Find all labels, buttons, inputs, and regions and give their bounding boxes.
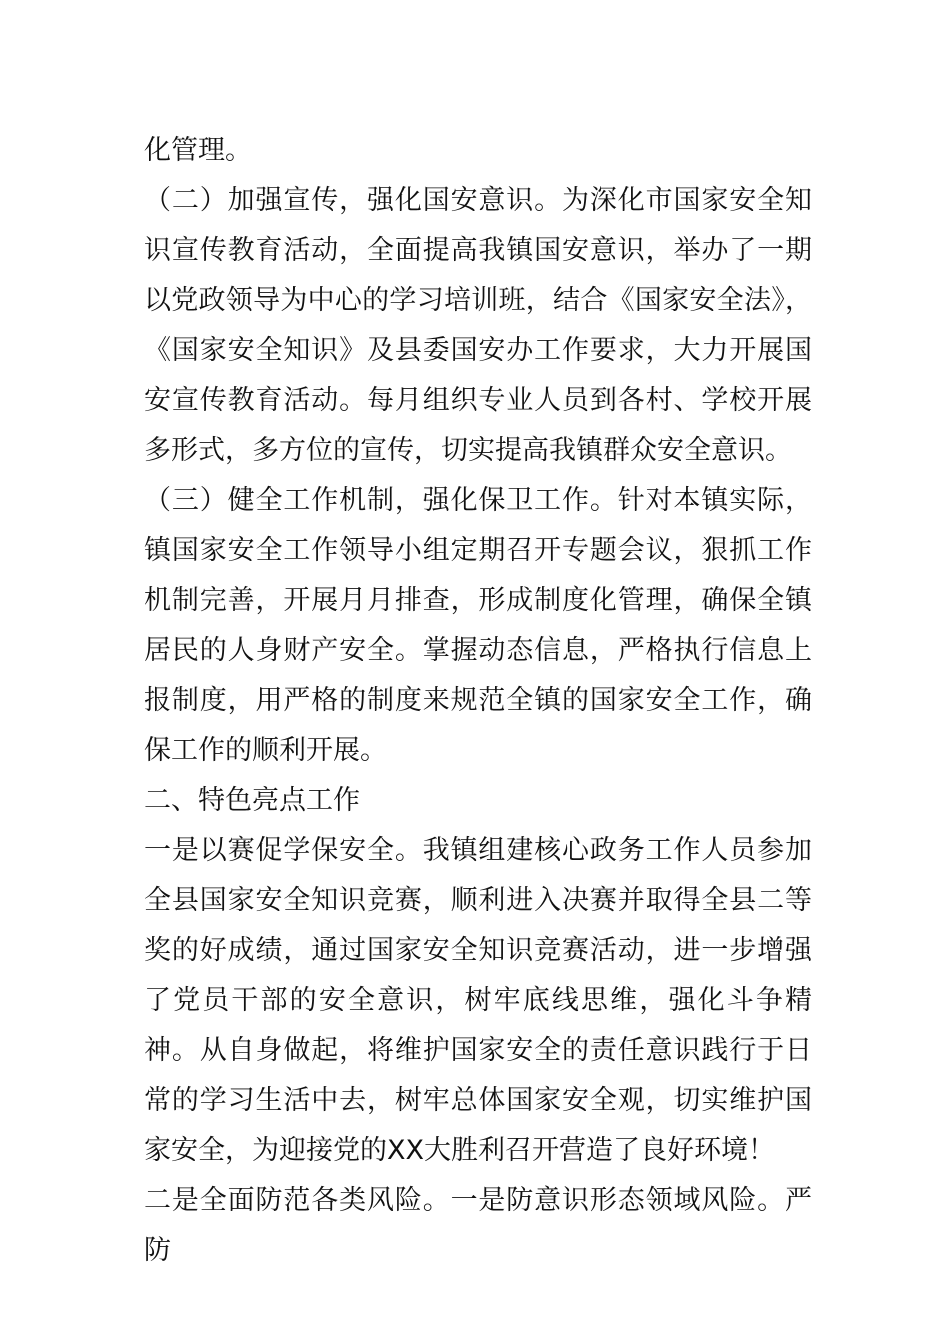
paragraph-work-mechanism: （三）健全工作机制，强化保卫工作。针对本镇实际，镇国家安全工作领导小组定期召开专题会议，狠抓工作机制完善，开展月月排查，形成制度化管理，确保全镇居民的人身财产安全。掌握动态信息，严格执行信息上报制度，用严格的制度来规范全镇的国家安全工作，确保工作的顺利开展。 <box>144 485 812 766</box>
paragraph-publicity: （二）加强宣传，强化国安意识。为深化市国家安全知识宣传教育活动，全面提高我镇国安意识，举办了一期以党政领导为中心的学习培训班，结合《国家安全法》，《国家安全知识》及县委国安办工作要求，大力开展国安宣传教育活动。每月组织专业人员到各村、学校开展多形式，多方位的宣传，切实提高我镇群众安全意识。 <box>144 185 812 466</box>
section-heading-highlights: 二、特色亮点工作 <box>144 785 360 816</box>
paragraph-risk-prevention: 二是全面防范各类风险。一是防意识形态领域风险。严防 <box>144 1185 812 1266</box>
paragraph-competition: 一是以赛促学保安全。我镇组建核心政务工作人员参加全县国家安全知识竞赛，顺利进入决赛并取得全县二等奖的好成绩，通过国家安全知识竞赛活动，进一步增强了党员干部的安全意识，树牢底线思维，强化斗争精神。从自身做起，将维护国家安全的责任意识践行于日常的学习生活中去，树牢总体国家安全观，切实维护国家安全，为迎接党的XX大胜利召开营造了良好环境！ <box>144 835 812 1166</box>
document-body <box>144 126 812 1276</box>
paragraph-continuation: 化管理。 <box>144 135 252 166</box>
